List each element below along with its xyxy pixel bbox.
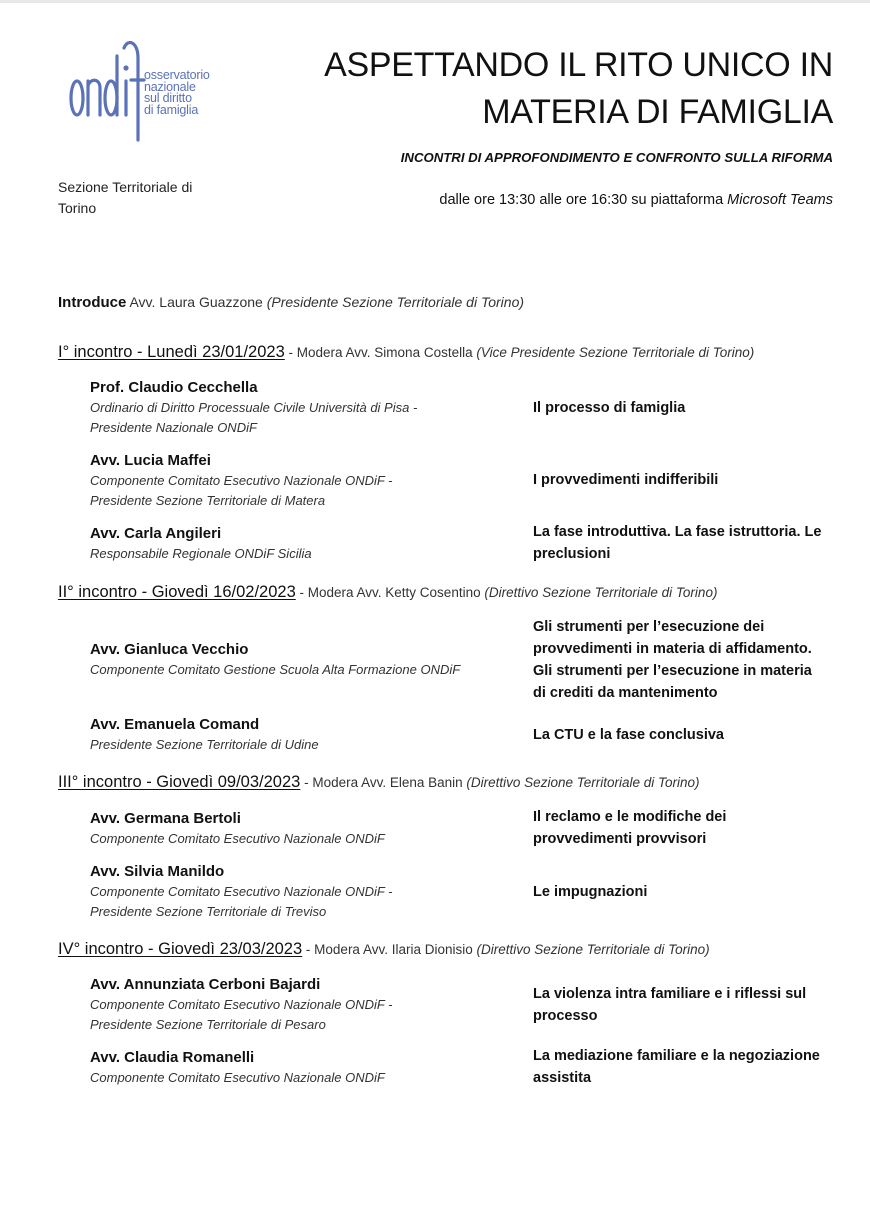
speaker-topic <box>533 521 838 565</box>
speaker-role: Presidente Sezione Territoriale di Matera <box>90 493 326 508</box>
speaker-role: Ordinario di Diritto Processuale Civile Università di Pisa - <box>90 400 418 415</box>
topic-line: provvedimenti provvisori <box>533 831 707 847</box>
title-line: MATERIA DI FAMIGLIA <box>482 93 833 131</box>
incontro-header <box>58 583 717 602</box>
speaker-topic <box>533 983 838 1027</box>
speaker <box>90 974 510 1035</box>
topic-line: processo <box>533 1008 598 1024</box>
topic-line: Le impugnazioni <box>533 884 648 900</box>
logo-text-line: sul diritto <box>144 91 192 105</box>
topic-line: provvedimenti in materia di affidamento. <box>533 641 812 657</box>
introduce-label: Introduce <box>58 294 127 311</box>
introduce-role: (Presidente Sezione Territoriale di Torino) <box>266 294 525 310</box>
speaker-role: Presidente Nazionale ONDiF <box>90 420 257 435</box>
speaker-topic <box>533 397 838 419</box>
speaker-name: Avv. Silvia Manildo <box>90 863 225 880</box>
topic-line: assistita <box>533 1070 592 1086</box>
speaker-name: Avv. Emanuela Comand <box>90 716 260 733</box>
speaker-name: Avv. Germana Bertoli <box>90 810 241 827</box>
speaker-name: Avv. Gianluca Vecchio <box>90 641 249 658</box>
speaker <box>90 1047 510 1088</box>
incontro-title: I° incontro - Lunedì 23/01/2023 <box>58 343 285 361</box>
incontro-moderator: - Modera Avv. Simona Costella <box>284 345 477 360</box>
incontro-header <box>58 773 700 792</box>
speaker-topic <box>533 616 838 704</box>
speaker-name: Prof. Claudio Cecchella <box>90 379 258 396</box>
schedule-info <box>233 192 833 208</box>
logo-text-line: nazionale <box>144 79 196 94</box>
topic-line: La CTU e la fase conclusiva <box>533 727 724 743</box>
speaker <box>90 808 510 849</box>
speaker-role: Presidente Sezione Territoriale di Pesaro <box>90 1017 326 1032</box>
incontro-header <box>58 940 710 959</box>
title-line: ASPETTANDO IL RITO UNICO IN <box>324 46 833 84</box>
speaker-role: Presidente Sezione Territoriale di Udine <box>90 737 319 752</box>
topic-line: La violenza intra familiare e i riflessi sul <box>533 986 807 1002</box>
speaker-topic <box>533 1045 838 1089</box>
topic-line: La fase introduttiva. La fase istruttoria. Le <box>533 524 822 540</box>
ondif-logo-mark-icon <box>68 28 146 148</box>
speaker <box>90 377 510 438</box>
speaker-topic <box>533 724 838 746</box>
incontro-moderator: - Modera Avv. Elena Banin <box>300 775 467 790</box>
incontro-moderator: - Modera Avv. Ketty Cosentino <box>295 585 485 600</box>
speaker <box>90 450 510 511</box>
speaker-role: Componente Comitato Esecutivo Nazionale ONDiF - <box>90 997 393 1012</box>
speaker-name: Avv. Annunziata Cerboni Bajardi <box>90 976 321 993</box>
logo-text-line: di famiglia <box>144 102 199 117</box>
introduce-name: Avv. Laura Guazzone <box>126 294 267 310</box>
speaker-name: Avv. Claudia Romanelli <box>90 1049 255 1066</box>
speaker-role: Componente Comitato Esecutivo Nazionale ONDiF - <box>90 884 393 899</box>
topic-line: La mediazione familiare e la negoziazione <box>533 1048 820 1064</box>
speaker-role: Componente Comitato Esecutivo Nazionale ONDiF <box>90 831 385 846</box>
topic-line: I provvedimenti indifferibili <box>533 472 719 488</box>
topic-line: Il processo di famiglia <box>533 400 686 416</box>
incontro-header <box>58 343 754 362</box>
speaker-role: Componente Comitato Gestione Scuola Alta Formazione ONDiF <box>90 662 461 677</box>
topic-line: Gli strumenti per l’esecuzione in materia <box>533 663 812 679</box>
speaker-name: Avv. Lucia Maffei <box>90 452 211 469</box>
platform-name: Microsoft Teams <box>727 192 833 208</box>
speaker-topic <box>533 806 838 850</box>
speaker-role: Presidente Sezione Territoriale di Treviso <box>90 904 327 919</box>
speaker-topic <box>533 469 838 491</box>
speaker <box>90 523 510 564</box>
incontro-title: IV° incontro - Giovedì 23/03/2023 <box>58 940 303 958</box>
incontro-title: III° incontro - Giovedì 09/03/2023 <box>58 773 301 791</box>
incontro-moderator-role: (Direttivo Sezione Territoriale di Torino) <box>476 942 710 957</box>
speaker-role: Componente Comitato Esecutivo Nazionale ONDiF - <box>90 473 393 488</box>
topic-line: Gli strumenti per l’esecuzione dei <box>533 619 765 635</box>
speaker-name: Avv. Carla Angileri <box>90 525 222 542</box>
incontro-moderator-role: (Direttivo Sezione Territoriale di Torino) <box>484 585 718 600</box>
page-title <box>273 42 833 136</box>
ondif-logo <box>68 28 228 148</box>
topic-line: Il reclamo e le modifiche dei <box>533 809 727 825</box>
sezione-label: Sezione Territoriale di Torino <box>58 179 193 216</box>
speaker-topic <box>533 881 838 903</box>
speaker <box>90 639 510 680</box>
incontro-moderator: - Modera Avv. Ilaria Dionisio <box>302 942 477 957</box>
speaker <box>90 714 510 755</box>
topic-line: di crediti da mantenimento <box>533 685 718 701</box>
top-border <box>0 0 870 3</box>
topic-line: preclusioni <box>533 546 611 562</box>
schedule-text: dalle ore 13:30 alle ore 16:30 su piattaforma <box>439 192 728 208</box>
incontro-moderator-role: (Direttivo Sezione Territoriale di Torino) <box>466 775 700 790</box>
logo-text <box>144 70 210 116</box>
speaker <box>90 861 510 922</box>
speaker-role: Responsabile Regionale ONDiF Sicilia <box>90 546 312 561</box>
speaker-role: Componente Comitato Esecutivo Nazionale ONDiF <box>90 1070 385 1085</box>
page-subtitle: INCONTRI DI APPROFONDIMENTO E CONFRONTO SULLA RIFORMA <box>400 150 833 165</box>
introduce-line <box>58 294 524 311</box>
incontro-moderator-role: (Vice Presidente Sezione Territoriale di Torino) <box>476 345 755 360</box>
logo-text-line: osservatorio <box>144 68 210 82</box>
incontro-title: II° incontro - Giovedì 16/02/2023 <box>58 583 296 601</box>
